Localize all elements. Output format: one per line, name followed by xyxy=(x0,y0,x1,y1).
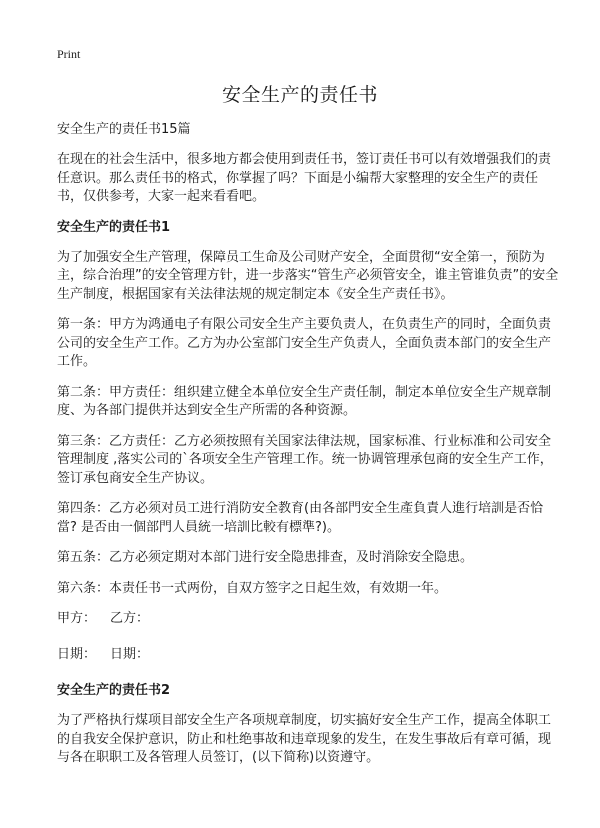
section2-paragraph: 为了严格执行煤项目部安全生产各项规章制度，切实搞好安全生产工作，提高全体职工的自我安全保护意识，防止和杜绝事故和违章现象的发生，在发生事故后有章可循，现与各在职职工及各管理人员签订，(以下简称)以资遵守。 xyxy=(57,713,552,765)
intro-paragraph: 在现在的社会生活中，很多地方都会使用到责任书，签订责任书可以有效增强我们的责任意识。那么责任书的格式，你掌握了吗？下面是小编帮大家整理的安全生产的责任书，仅供参考，大家一起来看看吧。 xyxy=(57,152,552,204)
date-signature-line xyxy=(57,646,560,664)
print-link[interactable]: Print xyxy=(57,47,81,61)
document-subtitle: 安全生产的责任书15篇 xyxy=(57,122,191,137)
party-b-label: 乙方： xyxy=(110,611,150,626)
section-heading-1: 安全生产的责任书1 xyxy=(57,219,171,235)
document-body xyxy=(57,121,560,780)
date-b-label: 日期： xyxy=(110,647,150,662)
clause-2: 第二条：甲方责任：组织建立健全本单位安全生产责任制，制定本单位安全生产规章制度、为各部门提供并达到安全生产所需的各种资源。 xyxy=(57,384,552,418)
party-a-label: 甲方： xyxy=(57,611,97,626)
date-a-label: 日期： xyxy=(57,647,97,662)
section-heading-2: 安全生产的责任书2 xyxy=(57,683,171,698)
clause-1: 第一条：甲方为鸿通电子有限公司安全生产主要负责人，在负责生产的同时，全面负责公司的安全生产工作。乙方为办公室部门安全生产负责人，全面负责本部门的安全生产工作。 xyxy=(57,317,552,369)
clause-3: 第三条：乙方责任：乙方必须按照有关国家法律法规，国家标准、行业标准和公司安全管理制度 ,落实公司的`各项安全生产管理工作。统一协调管理承包商的安全生产工作，签订承包商安全生产协议。 xyxy=(57,433,553,486)
clause-4: 第四条：乙方必须对员工进行消防安全教育(由各部門安全生產負責人進行培訓是否恰當? 是否由一個部門人員統一培訓比較有標準?)。 xyxy=(57,501,544,535)
section1-paragraph: 为了加强安全生产管理，保障员工生命及公司财产安全，全面贯彻“安全第一，预防为主，综合治理”的安全管理方针，进一步落实“管生产必须管安全，谁主管谁负责”的安全生产制度，根据国家有关法律法规的规定制定本《安全生产责任书》。 xyxy=(57,249,559,302)
page-title: 安全生产的责任书 xyxy=(221,84,378,106)
clause-6: 第六条：本责任书一式两份，自双方签字之日起生效，有效期一年。 xyxy=(57,580,448,596)
clause-5: 第五条：乙方必须定期对本部门进行安全隐患排查，及时消除安全隐患。 xyxy=(57,550,474,565)
party-signature-line xyxy=(57,610,560,628)
